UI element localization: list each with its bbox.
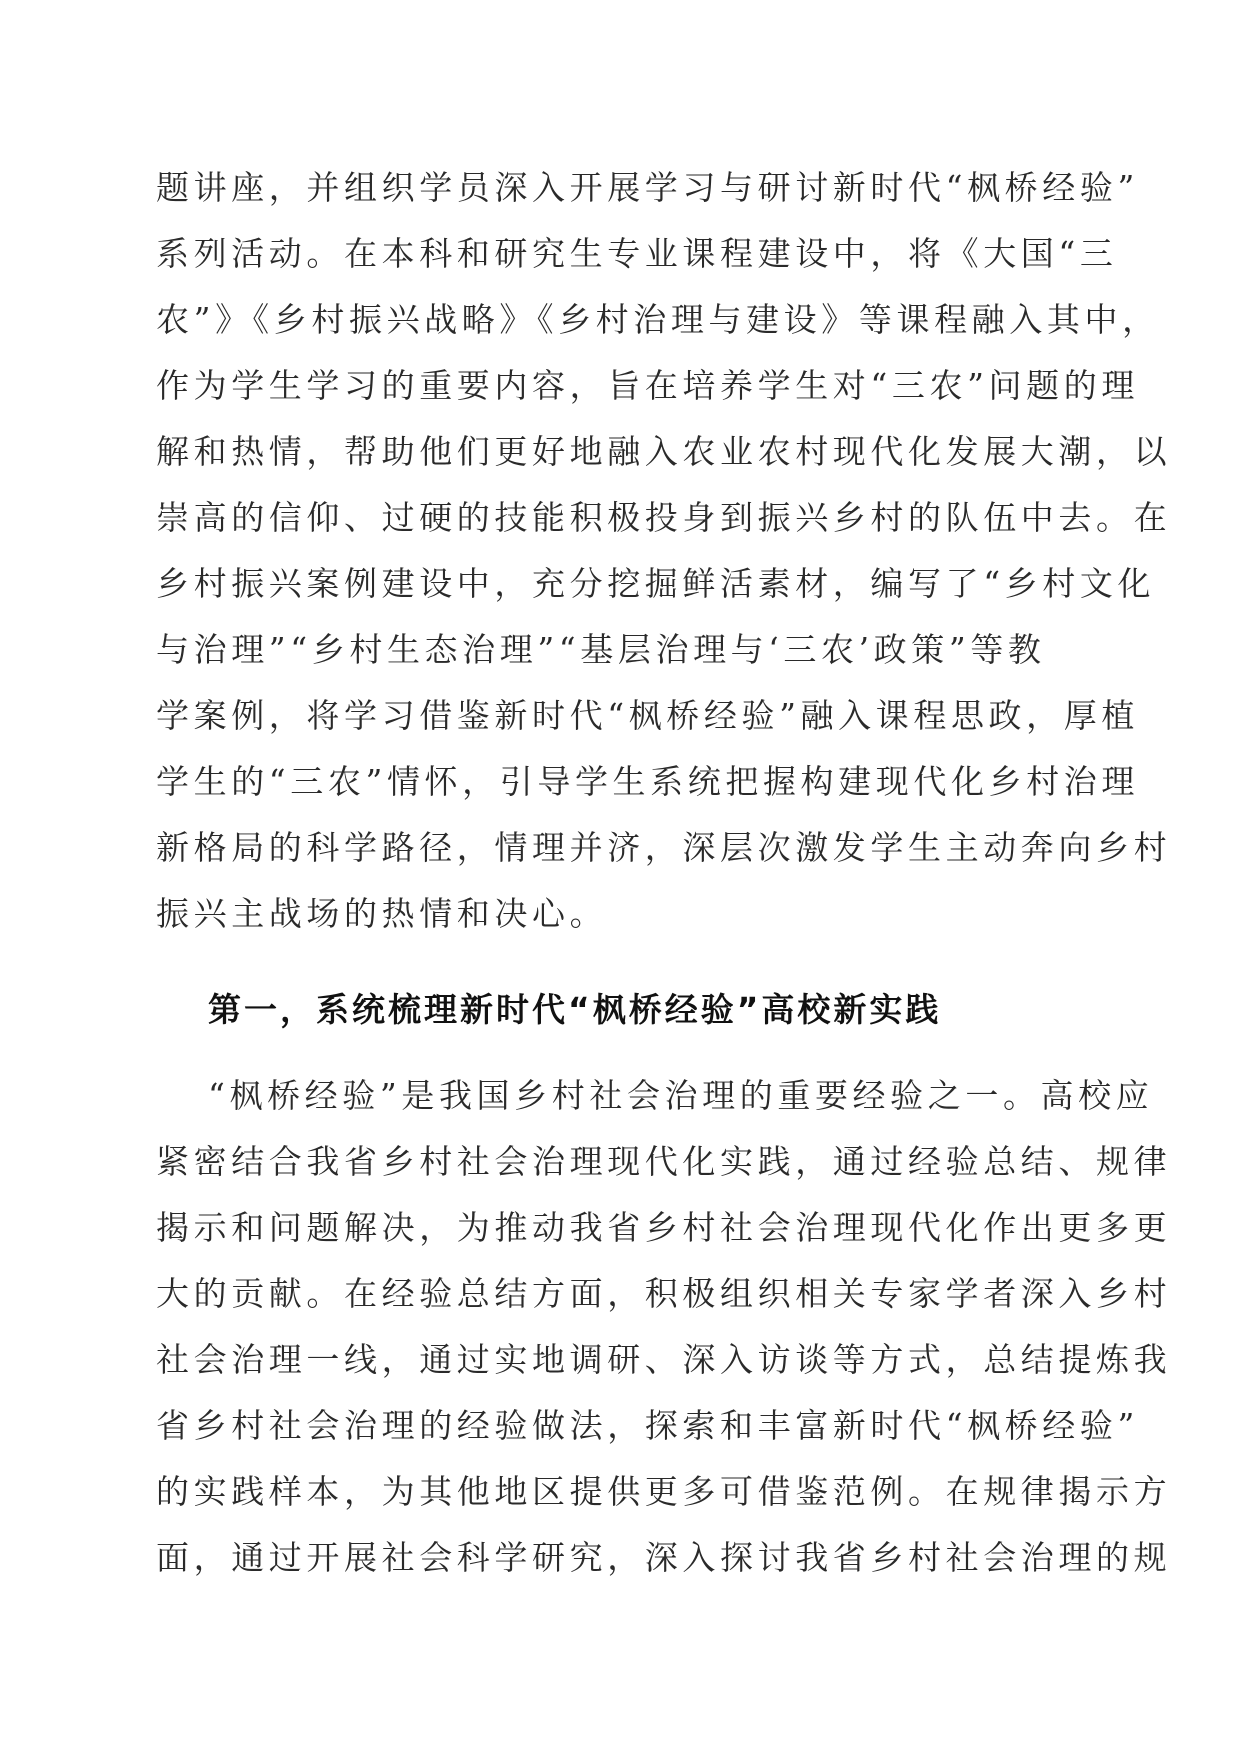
paragraph-1-line: 学案例，将学习借鉴新时代“枫桥经验”融入课程思政，厚植 <box>156 696 1139 735</box>
section-heading: 第一，系统梳理新时代“枫桥经验”高校新实践 <box>208 990 942 1029</box>
paragraph-1-line: 与治理”“乡村生态治理”“基层治理与‘三农’政策”等教 <box>156 630 1046 669</box>
paragraph-2-line: 揭示和问题解决，为推动我省乡村社会治理现代化作出更多更 <box>156 1208 1172 1247</box>
paragraph-1-line: 系列活动。在本科和研究生专业课程建设中，将《大国“三 <box>156 234 1118 273</box>
paragraph-2-line: 紧密结合我省乡村社会治理现代化实践，通过经验总结、规律 <box>156 1142 1172 1181</box>
paragraph-1-line: 崇高的信仰、过硬的技能积极投身到振兴乡村的队伍中去。在 <box>156 498 1172 537</box>
paragraph-1-line: 解和热情，帮助他们更好地融入农业农村现代化发展大潮，以 <box>156 432 1172 471</box>
paragraph-2-line: 面，通过开展社会科学研究，深入探讨我省乡村社会治理的规 <box>156 1538 1172 1577</box>
paragraph-1-line: 新格局的科学路径，情理并济，深层次激发学生主动奔向乡村 <box>156 828 1172 867</box>
paragraph-1-line: 学生的“三农”情怀，引导学生系统把握构建现代化乡村治理 <box>156 762 1139 801</box>
paragraph-1-line: 乡村振兴案例建设中，充分挖掘鲜活素材，编写了“乡村文化 <box>156 564 1156 603</box>
paragraph-2-line: 省乡村社会治理的经验做法，探索和丰富新时代“枫桥经验” <box>156 1406 1139 1445</box>
paragraph-2-line: 社会治理一线，通过实地调研、深入访谈等方式，总结提炼我 <box>156 1340 1172 1379</box>
paragraph-2-line: 的实践样本，为其他地区提供更多可借鉴范例。在规律揭示方 <box>156 1472 1172 1511</box>
paragraph-1-line: 振兴主战场的热情和决心。 <box>156 894 608 933</box>
paragraph-2-line: 大的贡献。在经验总结方面，积极组织相关专家学者深入乡村 <box>156 1274 1172 1313</box>
paragraph-2-line: “枫桥经验”是我国乡村社会治理的重要经验之一。高校应 <box>208 1076 1154 1115</box>
paragraph-1-line: 作为学生学习的重要内容，旨在培养学生对“三农”问题的理 <box>156 366 1139 405</box>
paragraph-1-line: 农”》《乡村振兴战略》《乡村治理与建设》等课程融入其中， <box>156 300 1160 339</box>
paragraph-1-line: 题讲座，并组织学员深入开展学习与研讨新时代“枫桥经验” <box>156 168 1139 207</box>
